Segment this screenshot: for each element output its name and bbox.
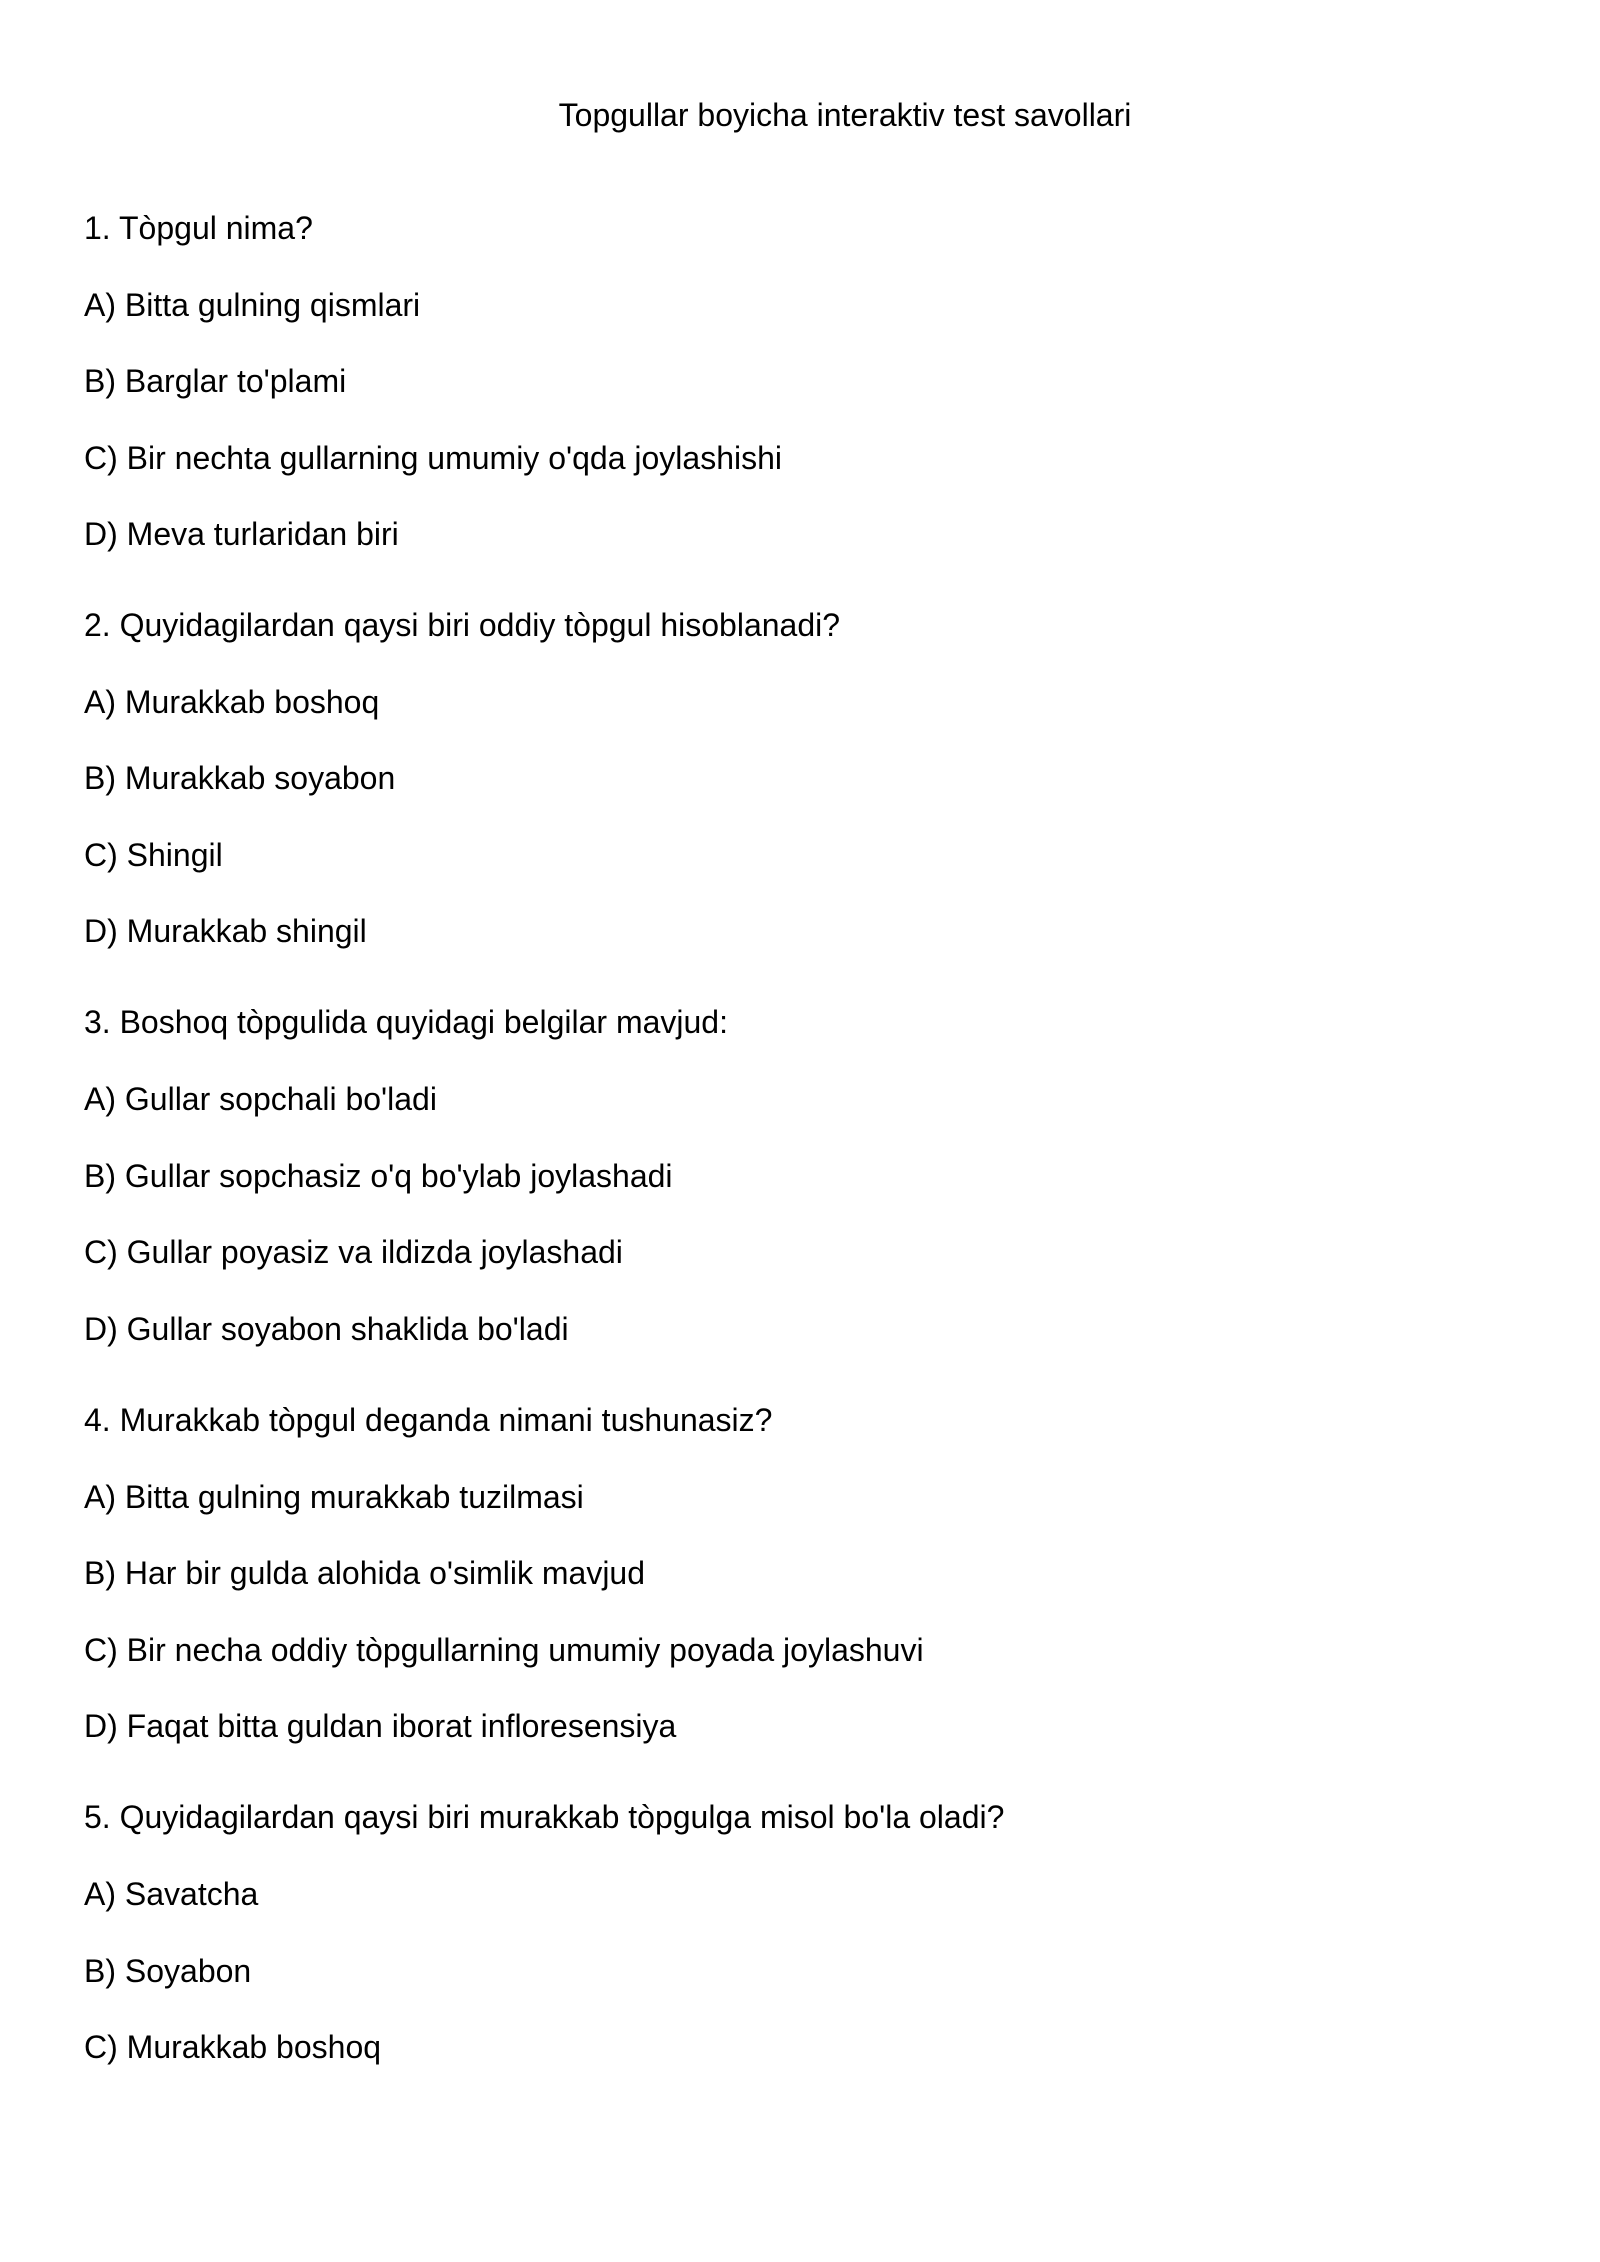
question-3-option-d: D) Gullar soyabon shaklida bo'ladi (84, 1311, 569, 1347)
question-2-option-b: B) Murakkab soyabon (84, 760, 396, 796)
question-3-option-b: B) Gullar sopchasiz o'q bo'ylab joylashadi (84, 1158, 673, 1194)
question-1-text: 1. Tòpgul nima? (84, 210, 313, 246)
question-2-option-a: A) Murakkab boshoq (84, 684, 380, 720)
question-3-option-c: C) Gullar poyasiz va ildizda joylashadi (84, 1234, 623, 1270)
question-5-option-b: B) Soyabon (84, 1953, 252, 1989)
question-3-text: 3. Boshoq tòpgulida quyidagi belgilar mavjud: (84, 1004, 728, 1040)
question-4-option-b: B) Har bir gulda alohida o'simlik mavjud (84, 1555, 646, 1591)
question-5-option-c: C) Murakkab boshoq (84, 2029, 382, 2065)
question-1-option-c: C) Bir nechta gullarning umumiy o'qda joylashishi (84, 440, 782, 476)
question-1-option-a: A) Bitta gulning qismlari (84, 287, 421, 323)
question-4-text: 4. Murakkab tòpgul deganda nimani tushunasiz? (84, 1402, 773, 1438)
question-2-option-c: C) Shingil (84, 837, 223, 873)
question-4-option-c: C) Bir necha oddiy tòpgullarning umumiy poyada joylashuvi (84, 1632, 924, 1668)
question-2-text: 2. Quyidagilardan qaysi biri oddiy tòpgul hisoblanadi? (84, 607, 841, 643)
question-5-option-a: A) Savatcha (84, 1876, 259, 1912)
question-1-option-d: D) Meva turlaridan biri (84, 516, 399, 552)
question-1-option-b: B) Barglar to'plami (84, 363, 347, 399)
question-5-text: 5. Quyidagilardan qaysi biri murakkab tòpgulga misol bo'la oladi? (84, 1799, 1005, 1835)
question-3-option-a: A) Gullar sopchali bo'ladi (84, 1081, 437, 1117)
question-4-option-d: D) Faqat bitta guldan iborat infloresensiya (84, 1708, 677, 1744)
document-title: Topgullar boyicha interaktiv test savollari (558, 97, 1132, 133)
question-4-option-a: A) Bitta gulning murakkab tuzilmasi (84, 1479, 584, 1515)
question-2-option-d: D) Murakkab shingil (84, 913, 367, 949)
